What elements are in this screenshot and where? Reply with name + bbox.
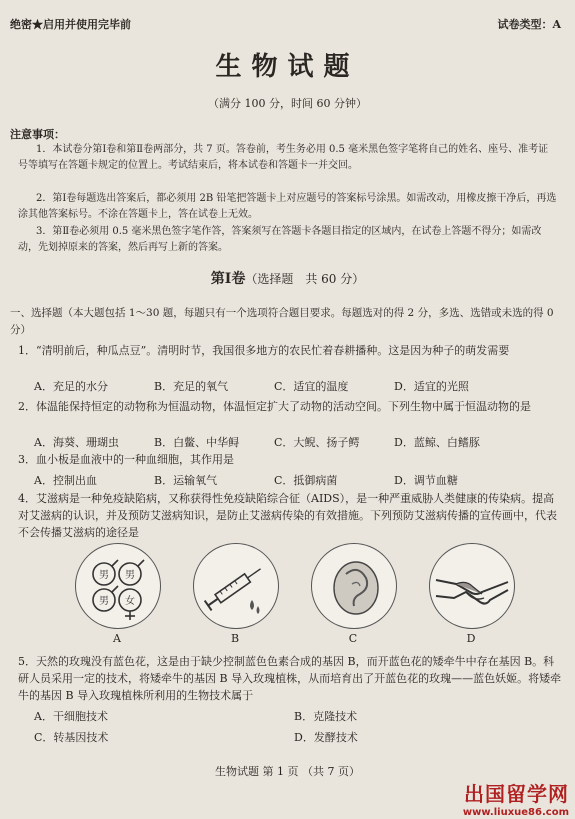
option: C．大鲵、扬子鳄 xyxy=(274,436,360,449)
handshake-picture xyxy=(429,543,515,629)
question-1-stem: 1．“清明前后，种瓜点豆”。清明时节，我国很多地方的农民忙着春耕播种。这是因为种子的萌发需要 xyxy=(18,344,510,357)
question-2-options xyxy=(34,434,554,450)
option: B．白鳖、中华鲟 xyxy=(154,436,240,449)
option: A．控制出血 xyxy=(34,474,97,487)
ear-icon xyxy=(312,544,396,628)
question-3-stem: 3．血小板是血液中的一种血细胞，其作用是 xyxy=(18,453,234,466)
notice-item-2: 2．第Ⅰ卷每题选出答案后，都必须用 2B 铅笔把答题卡上对应题号的答案标号涂黑。如需改动，用橡皮擦干净后，再选涂其他答案标号。不涂在答题卡上，答在试卷上无效。 xyxy=(18,193,557,220)
watermark xyxy=(463,778,569,818)
question-2-stem: 2．体温能保持恒定的动物称为恒温动物，体温恒定扩大了动物的活动空间。下列生物中属于恒温动物的是 xyxy=(18,400,531,413)
option: C．适宜的温度 xyxy=(274,380,349,393)
confidential-header: 绝密★启用并使用完毕前 xyxy=(10,18,131,31)
question-3-options xyxy=(34,472,554,488)
page-subtitle: （满分 100 分，时间 60 分钟） xyxy=(208,97,367,110)
option: A．海葵、珊瑚虫 xyxy=(34,436,119,449)
option: C．抵御病菌 xyxy=(274,474,338,487)
watermark-text: 出国留学网 xyxy=(464,782,569,806)
notice-item-1: 1．本试卷分第Ⅰ卷和第Ⅱ卷两部分，共 7 页。答卷前，考生务必用 0.5 毫米黑色签字笔将自己的姓名、座号、准考证号等填写在答题卡规定的位置上。考试结束后，将本试卷和答题卡一并交回。 xyxy=(18,144,549,171)
page-footer: 生物试题 第 1 页 （共 7 页） xyxy=(215,765,360,778)
section-subtitle: （选择题 共 60 分） xyxy=(245,272,365,286)
picture-label-b: B xyxy=(230,632,240,645)
notice-heading: 注意事项： xyxy=(10,128,65,141)
option: B．充足的氧气 xyxy=(154,380,229,393)
section-title: 第Ⅰ卷 xyxy=(210,271,246,287)
question-5-stem: 5．天然的玫瑰没有蓝色花，这是由于缺少控制蓝色色素合成的基因 B，而开蓝色花的矮牵牛中存在基因 B。科研人员采用一定的技术，将矮牵牛的基因 B 导入玫瑰植株，从而培育出了开蓝色花的玫瑰——蓝色妖姬。将矮牵牛的基因 B 导入玫瑰植株所利用的生物技术属于 xyxy=(18,655,562,702)
question-5-options xyxy=(34,708,554,745)
male-symbol-text: 男 xyxy=(125,570,135,581)
watermark-url: www.liuxue86.com xyxy=(462,807,569,818)
paper-type: 试卷类型：A xyxy=(497,18,561,31)
insect-bite-picture xyxy=(311,543,397,629)
picture-label-c: C xyxy=(348,632,358,645)
gender-symbols-icon xyxy=(76,544,160,628)
option: D．发酵技术 xyxy=(294,731,358,744)
question-1-options xyxy=(34,378,554,394)
option: B．运输氧气 xyxy=(154,474,218,487)
option: D．适宜的光照 xyxy=(394,380,469,393)
picture-label-d: D xyxy=(466,632,476,645)
syringe-icon xyxy=(194,544,278,628)
syringe-picture xyxy=(193,543,279,629)
question-4-pictures xyxy=(75,543,515,653)
option: B．克隆技术 xyxy=(294,710,358,723)
page-title: 生物试题 xyxy=(215,52,360,82)
female-symbol-text: 女 xyxy=(125,596,135,607)
couples-picture xyxy=(75,543,161,629)
male-symbol-text: 男 xyxy=(99,570,109,581)
part-intro: 一、选择题（本大题包括 1～30 题，每题只有一个选项符合题目要求。每题选对的得 2 分，多选、选错或未选的得 0 分） xyxy=(10,307,554,336)
male-symbol-text: 男 xyxy=(99,596,109,607)
option: D．蓝鲸、白鳍豚 xyxy=(394,436,480,449)
option: A．充足的水分 xyxy=(34,380,108,393)
option: A．干细胞技术 xyxy=(34,710,108,723)
handshake-icon xyxy=(430,544,514,628)
picture-label-a: A xyxy=(113,632,121,645)
notice-item-3: 3．第Ⅱ卷必须用 0.5 毫米黑色签字笔作答，答案须写在答题卡各题目指定的区域内，在试卷上答题不得分；如需改动，先划掉原来的答案，然后再写上新的答案。 xyxy=(18,226,542,253)
section-heading xyxy=(0,268,575,288)
option: C．转基因技术 xyxy=(34,731,109,744)
question-4-stem: 4．艾滋病是一种免疫缺陷病，又称获得性免疫缺陷综合征（AIDS），是一种严重威胁人类健康的传染病。提高对艾滋病的认识，并及预防艾滋病知识，是防止艾滋病传染的有效措施。下列预防艾滋病传播的宣传画中，代表不会传播艾滋病的途径是 xyxy=(18,492,557,539)
option: D．调节血糖 xyxy=(394,474,458,487)
